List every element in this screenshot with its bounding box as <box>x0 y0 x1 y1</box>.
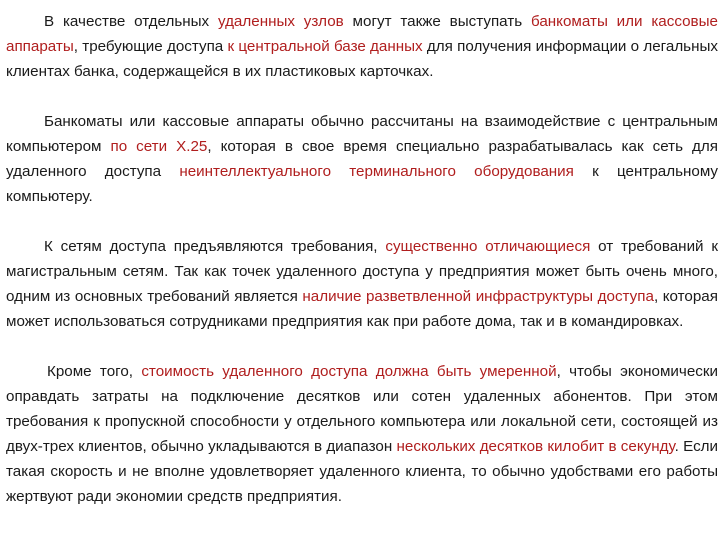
text-segment: от требований к магистральным сетям. Так как точек удаленного доступа у предприятия может быть очень много, одним из основных требований является <box>6 238 718 305</box>
text-segment: , требующие доступа <box>73 38 228 55</box>
highlighted-term: банкоматы или кассовые аппараты <box>6 13 718 55</box>
paragraph-4 <box>6 359 718 509</box>
document-page <box>6 9 718 509</box>
highlighted-term: неинтеллектуального терминального оборудования <box>179 163 574 180</box>
paragraph-2 <box>6 109 718 209</box>
highlighted-term: существенно отличающиеся <box>385 238 591 255</box>
text-segment: к центральному компьютеру. <box>6 163 719 205</box>
text-segment: , которая может использоваться сотрудниками предприятия как при работе дома, так и в командировках. <box>6 288 718 330</box>
highlighted-term: к центральной базе данных <box>227 38 423 55</box>
highlighted-term: наличие разветвленной инфраструктуры доступа <box>302 288 654 305</box>
text-segment: , чтобы экономически оправдать затраты на подключение десятков или сотен удаленных абонентов. При этом требования к пропускной способности у отдельного компьютера или локальной сети, состоящей из двух-трех клиентов, обычно укладываются в диапазон <box>6 363 718 455</box>
text-segment: В качестве отдельных <box>44 13 218 30</box>
highlighted-term: удаленных узлов <box>217 13 344 30</box>
text-segment: К сетям доступа предъявляются требования, <box>44 238 386 255</box>
highlighted-term: по сети Х.25 <box>110 138 208 155</box>
paragraph-3 <box>6 234 718 334</box>
text-segment: Кроме того, <box>47 363 142 380</box>
highlighted-term: нескольких десятков килобит в секунду <box>396 438 675 455</box>
highlighted-term: стоимость удаленного доступа должна быть умеренной <box>141 363 557 380</box>
text-segment: для получения информации о легальных клиентах банка, содержащейся в их пластиковых карточках. <box>6 38 718 80</box>
text-segment: могут также выступать <box>343 13 531 30</box>
text-segment: , которая в свое время специально разрабатывалась как сеть для удаленного доступа <box>6 138 718 180</box>
text-segment: . Если такая скорость и не вполне удовлетворяет удаленного клиента, то обычно удобствами его работы жертвуют ради экономии средств предприятия. <box>6 438 719 505</box>
paragraph-1 <box>6 9 718 84</box>
text-segment: Банкоматы или кассовые аппараты обычно рассчитаны на взаимодействие с центральным компьютером <box>6 113 718 155</box>
